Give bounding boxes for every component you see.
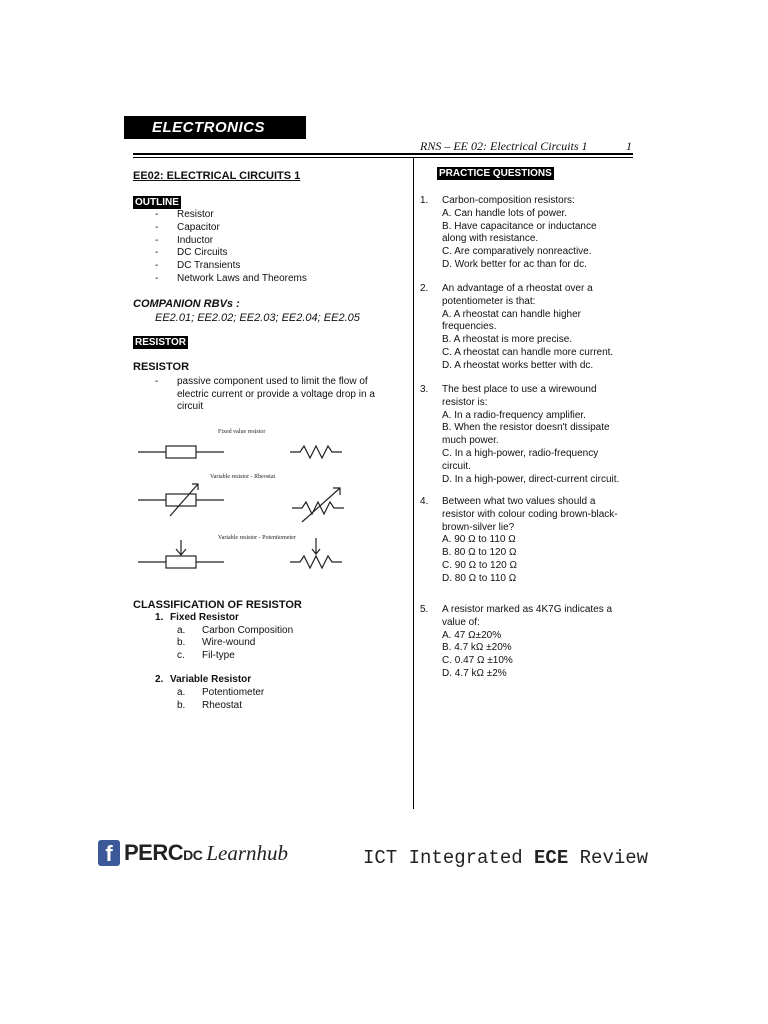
outline-item — [155, 247, 307, 260]
caption-potentiometer: Variable resistor - Potentiometer — [218, 535, 296, 541]
running-title: RNS – EE 02: Electrical Circuits 1 — [420, 139, 588, 153]
review-part-3: Review — [568, 847, 649, 869]
question-number: 1. — [420, 195, 429, 206]
potentiometer-zigzag-symbol — [290, 538, 342, 568]
outline-item-text: Network Laws and Theorems — [177, 272, 307, 284]
classification-number: 2. — [155, 674, 164, 686]
question-line: C. Are comparatively nonreactive. — [442, 246, 592, 258]
item-text: Carbon Composition — [202, 624, 294, 636]
question-number: 3. — [420, 384, 429, 395]
resistor-description-text: passive component used to limit the flow of electric current or provide a voltage drop in a circuit — [177, 376, 375, 413]
question-line: along with resistance. — [442, 233, 539, 245]
item-letter: b. — [177, 699, 186, 711]
outline-item — [155, 260, 307, 273]
running-header — [420, 139, 632, 154]
question-line: A. 47 Ω±20% — [442, 629, 502, 641]
bullet-dash: - — [155, 221, 159, 233]
question-line: much power. — [442, 435, 499, 447]
question-line: The best place to use a wirewound — [442, 384, 597, 395]
brand-script-text: Learnhub — [206, 840, 289, 865]
practice-question — [420, 384, 635, 486]
classification-group — [155, 674, 293, 712]
outline-item-text: DC Transients — [177, 260, 241, 272]
classification-item — [155, 650, 293, 663]
outline-item — [155, 222, 307, 235]
question-line: D. In a high-power, direct-current circuit. — [442, 473, 620, 485]
column-divider — [413, 157, 414, 809]
question-body — [442, 384, 635, 486]
section-banner: ELECTRONICS — [124, 116, 306, 139]
item-letter: b. — [177, 637, 186, 649]
fixed-resistor-box-symbol — [138, 446, 224, 458]
question-body — [442, 604, 635, 681]
practice-question — [420, 195, 635, 272]
question-line: A. A rheostat can handle higher — [442, 308, 581, 320]
question-line: D. A rheostat works better with dc. — [442, 359, 594, 371]
outline-list — [155, 209, 307, 286]
review-part-1: ICT Integrated — [363, 847, 535, 869]
question-line: D. Work better for ac than for dc. — [442, 258, 587, 270]
bullet-dash: - — [155, 376, 159, 387]
question-line: value of: — [442, 616, 480, 628]
bullet-dash: - — [155, 260, 159, 272]
brand-name: PERC — [124, 840, 184, 865]
question-line: C. A rheostat can handle more current. — [442, 346, 614, 358]
question-line: D. 4.7 kΩ ±2% — [442, 667, 507, 679]
facebook-icon: f — [98, 840, 120, 866]
question-line: C. 90 Ω to 120 Ω — [442, 559, 517, 571]
outline-item-text: Capacitor — [177, 221, 220, 233]
classification-heading: CLASSIFICATION OF RESISTOR — [133, 599, 302, 611]
item-text: Rheostat — [202, 699, 243, 711]
question-line: resistor with colour coding brown-black- — [442, 508, 618, 520]
question-line: B. 80 Ω to 120 Ω — [442, 547, 517, 559]
classification-item — [155, 637, 293, 650]
question-body — [442, 283, 635, 373]
question-line: Carbon-composition resistors: — [442, 195, 575, 206]
outline-item — [155, 235, 307, 248]
rheostat-box-symbol — [138, 484, 224, 516]
question-line: resistor is: — [442, 396, 488, 408]
question-number: 4. — [420, 496, 429, 507]
item-text: Wire-wound — [202, 637, 256, 649]
footer-review-title — [363, 847, 648, 869]
practice-question — [420, 496, 635, 586]
resistor-description — [155, 376, 395, 414]
classification-name: Variable Resistor — [170, 674, 252, 686]
question-line: B. Have capacitance or inductance — [442, 220, 597, 232]
outline-item-text: Resistor — [177, 209, 214, 220]
outline-item-text: DC Circuits — [177, 247, 228, 259]
bullet-dash: - — [155, 209, 159, 220]
document-title: EE02: ELECTRICAL CIRCUITS 1 — [133, 170, 301, 182]
question-body — [442, 496, 635, 586]
practice-question — [420, 283, 635, 373]
header-rule — [133, 153, 633, 155]
header-rule-thin — [133, 157, 633, 158]
item-text: Potentiometer — [202, 686, 265, 698]
classification-group — [155, 612, 293, 662]
classification-list — [155, 612, 293, 712]
question-line: A. In a radio-frequency amplifier. — [442, 409, 586, 421]
fixed-resistor-zigzag-symbol — [290, 446, 342, 458]
caption-fixed-resistor: Fixed value resistor — [218, 429, 266, 435]
practice-question — [420, 604, 635, 681]
question-body — [442, 195, 635, 272]
classification-number: 1. — [155, 612, 164, 623]
bullet-dash: - — [155, 272, 159, 284]
item-letter: c. — [177, 649, 185, 661]
item-letter: a. — [177, 686, 186, 698]
practice-questions-label: PRACTICE QUESTIONS — [439, 168, 552, 179]
question-number: 5. — [420, 604, 429, 615]
question-line: A. 90 Ω to 110 Ω — [442, 534, 516, 546]
outline-item-text: Inductor — [177, 234, 214, 246]
question-line: B. When the resistor doesn't dissipate — [442, 422, 610, 434]
question-line: C. 0.47 Ω ±10% — [442, 655, 513, 667]
bullet-dash: - — [155, 234, 159, 246]
companion-label: COMPANION RBVs : — [133, 298, 240, 310]
classification-item — [155, 687, 293, 700]
rheostat-zigzag-symbol — [292, 488, 344, 522]
item-letter: a. — [177, 624, 186, 636]
question-line: brown-silver lie? — [442, 521, 515, 533]
question-line: An advantage of a rheostat over a — [442, 283, 593, 294]
resistor-symbols-diagram — [130, 430, 390, 580]
outline-item — [155, 209, 307, 222]
question-line: B. A rheostat is more precise. — [442, 334, 573, 346]
resistor-heading: RESISTOR — [133, 361, 190, 373]
review-part-2: ECE — [534, 847, 569, 869]
classification-title — [155, 674, 293, 687]
outline-label: OUTLINE — [135, 197, 179, 208]
question-line: A. Can handle lots of power. — [442, 207, 568, 219]
item-text: Fil-type — [202, 649, 235, 661]
potentiometer-box-symbol — [138, 540, 224, 568]
question-line: circuit. — [442, 460, 471, 472]
question-line: Between what two values should a — [442, 496, 596, 507]
question-line: potentiometer is that: — [442, 295, 536, 307]
question-number: 2. — [420, 283, 429, 294]
caption-rheostat: Variable resistor - Rheostat — [210, 474, 276, 480]
brand-suffix: DC — [183, 847, 203, 863]
resistor-label: RESISTOR — [135, 337, 186, 348]
question-line: B. 4.7 kΩ ±20% — [442, 642, 512, 654]
classification-title — [155, 612, 293, 625]
brand-logo-text — [124, 840, 202, 866]
companion-value: EE2.01; EE2.02; EE2.03; EE2.04; EE2.05 — [155, 312, 360, 324]
footer-brand — [98, 840, 288, 866]
question-line: frequencies. — [442, 321, 497, 333]
classification-name: Fixed Resistor — [170, 612, 239, 623]
bullet-dash: - — [155, 247, 159, 259]
question-line: C. In a high-power, radio-frequency — [442, 447, 599, 459]
outline-item — [155, 273, 307, 286]
classification-item — [155, 700, 293, 713]
classification-item — [155, 625, 293, 638]
page-number: 1 — [626, 139, 632, 153]
question-line: A resistor marked as 4K7G indicates a — [442, 604, 613, 615]
question-line: D. 80 Ω to 110 Ω — [442, 572, 517, 584]
